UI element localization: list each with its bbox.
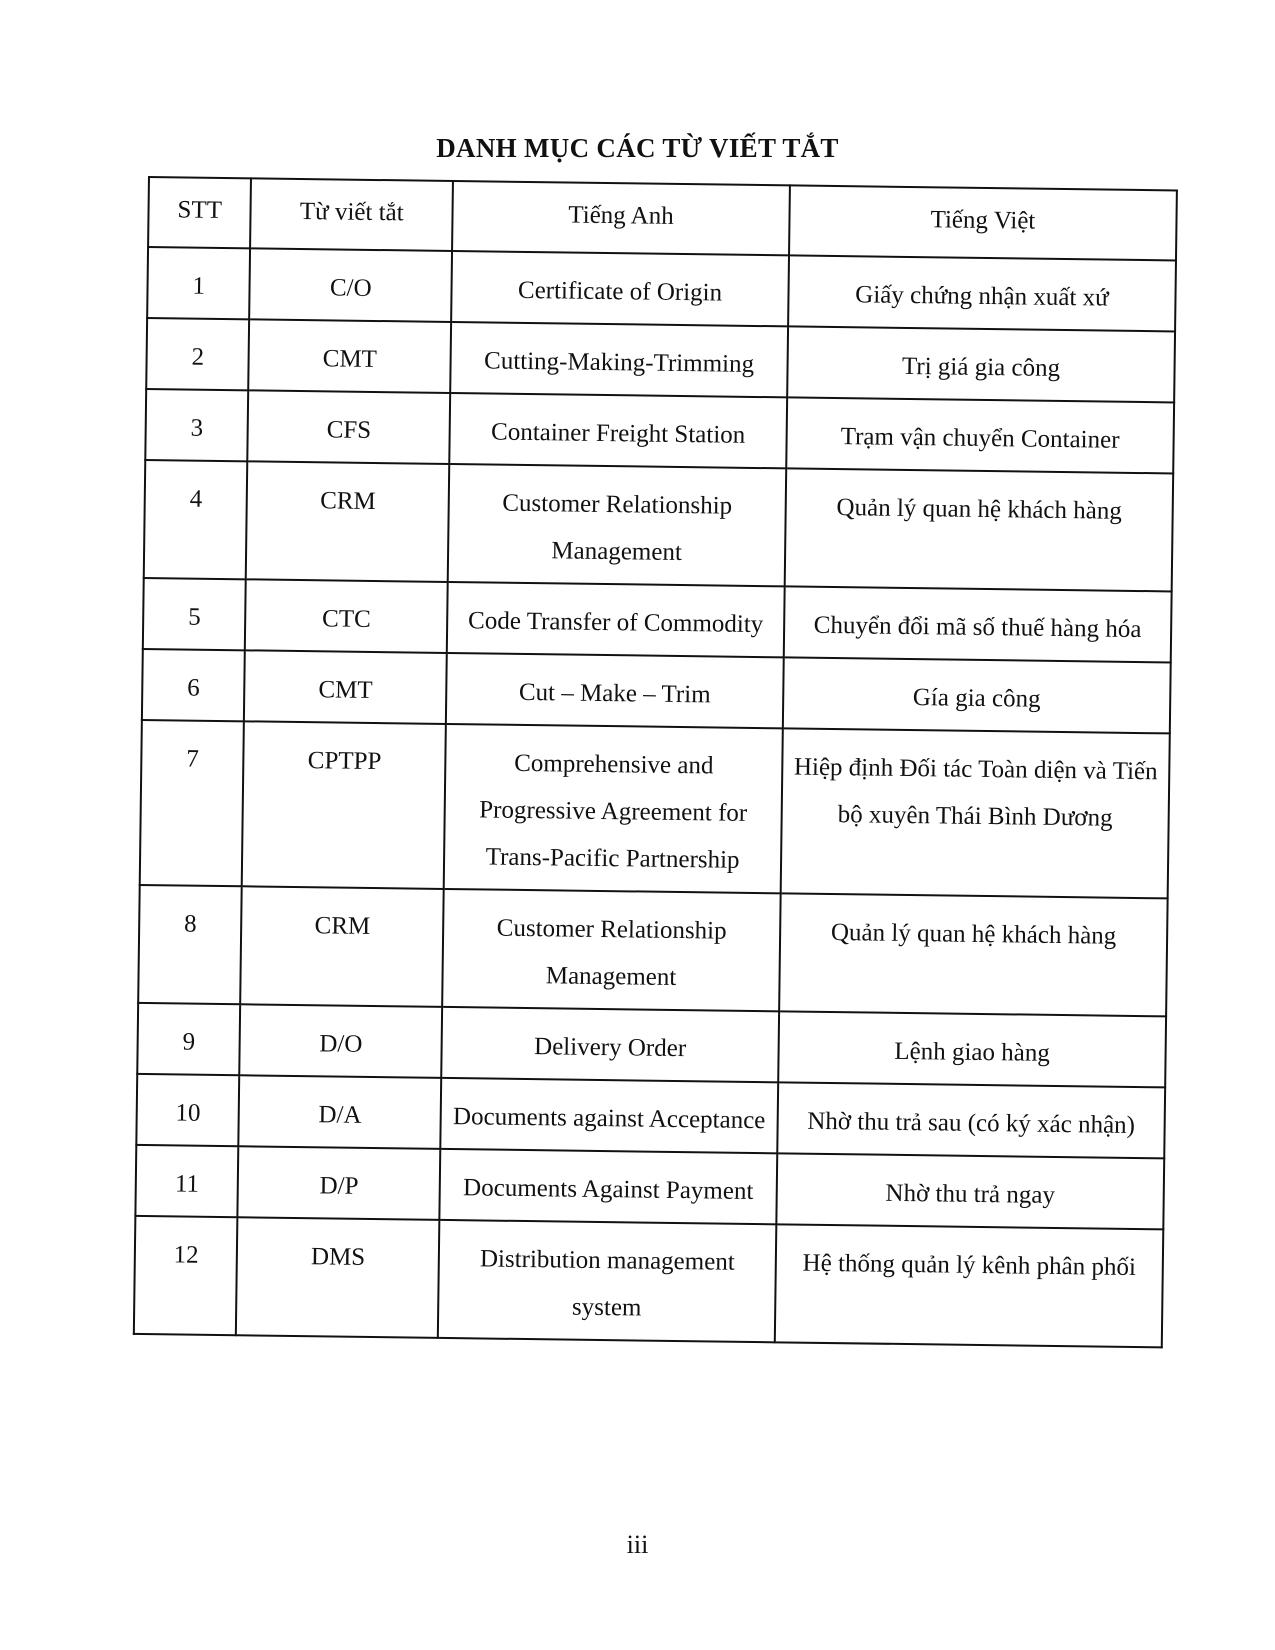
table-row [143, 578, 1172, 662]
cell-stt: 10 [136, 1074, 239, 1146]
page-number: iii [626, 1530, 649, 1559]
cell-abbreviation: CRM [241, 886, 444, 1007]
cell-vietnamese: Trạm vận chuyển Container [786, 397, 1174, 473]
cell-stt: 9 [137, 1003, 240, 1075]
cell-vietnamese: Hiệp định Đối tác Toàn diện và Tiến bộ xuyên Thái Bình Dương [781, 728, 1170, 898]
cell-stt: 7 [140, 720, 245, 886]
table-row [140, 720, 1170, 898]
cell-vietnamese: Gía gia công [783, 657, 1171, 733]
cell-abbreviation: CRM [246, 461, 449, 582]
cell-stt: 2 [146, 318, 249, 390]
cell-abbreviation: C/O [250, 248, 453, 322]
header-english: Tiếng Anh [452, 181, 790, 255]
cell-stt: 6 [142, 649, 245, 721]
cell-stt: 8 [138, 885, 242, 1004]
cell-abbreviation: DMS [236, 1217, 439, 1338]
table-row [145, 389, 1174, 473]
cell-abbreviation: CMT [249, 319, 452, 393]
cell-vietnamese: Trị giá gia công [787, 326, 1175, 402]
cell-english: Documents against Acceptance [440, 1078, 778, 1153]
table-row [137, 1003, 1166, 1087]
cell-english: Delivery Order [441, 1007, 779, 1082]
cell-english: Customer Relationship Management [442, 889, 780, 1011]
table-body [134, 247, 1176, 1347]
cell-abbreviation: CFS [248, 390, 451, 464]
cell-stt: 11 [135, 1145, 238, 1217]
table-row [134, 1216, 1163, 1347]
cell-abbreviation: CTC [245, 579, 448, 653]
table-row [142, 649, 1171, 733]
table-row [147, 247, 1176, 331]
header-stt: STT [148, 177, 251, 248]
cell-english: Distribution management system [438, 1220, 776, 1342]
cell-english: Customer Relationship Management [448, 464, 786, 586]
table-row [136, 1074, 1165, 1158]
cell-english: Certificate of Origin [451, 251, 789, 326]
table-row [144, 460, 1173, 591]
abbreviation-table [133, 176, 1178, 1348]
cell-vietnamese: Lệnh giao hàng [778, 1011, 1166, 1087]
cell-vietnamese: Hệ thống quản lý kênh phân phối [775, 1224, 1164, 1347]
cell-vietnamese: Quản lý quan hệ khách hàng [779, 893, 1168, 1016]
cell-abbreviation: CMT [244, 650, 447, 724]
cell-english: Container Freight Station [449, 393, 787, 468]
cell-stt: 4 [144, 460, 248, 579]
cell-vietnamese: Giấy chứng nhận xuất xứ [788, 255, 1176, 331]
page-title: DANH MỤC CÁC TỪ VIẾT TẮT [436, 133, 839, 163]
cell-abbreviation: D/O [240, 1004, 443, 1078]
table-header-row [148, 177, 1177, 260]
cell-stt: 12 [134, 1216, 238, 1335]
cell-vietnamese: Chuyển đổi mã số thuế hàng hóa [784, 586, 1172, 662]
cell-english: Cut – Make – Trim [446, 653, 784, 728]
cell-vietnamese: Quản lý quan hệ khách hàng [785, 468, 1174, 591]
cell-stt: 5 [143, 578, 246, 650]
cell-abbreviation: D/A [239, 1075, 442, 1149]
header-abbreviation: Từ viết tắt [250, 178, 453, 251]
header-vietnamese: Tiếng Việt [789, 185, 1177, 260]
cell-english: Comprehensive and Progressive Agreement for Trans-Pacific Partnership [444, 724, 783, 893]
cell-abbreviation: CPTPP [242, 721, 446, 889]
cell-english: Code Transfer of Commodity [447, 582, 785, 657]
table-row [135, 1145, 1164, 1229]
cell-stt: 1 [147, 247, 250, 319]
table-row [138, 885, 1167, 1016]
cell-stt: 3 [145, 389, 248, 461]
cell-english: Cutting-Making-Trimming [450, 322, 788, 397]
table-row [146, 318, 1175, 402]
cell-vietnamese: Nhờ thu trả sau (có ký xác nhận) [777, 1082, 1165, 1158]
cell-abbreviation: D/P [238, 1146, 441, 1220]
cell-english: Documents Against Payment [439, 1149, 777, 1224]
cell-vietnamese: Nhờ thu trả ngay [776, 1153, 1164, 1229]
